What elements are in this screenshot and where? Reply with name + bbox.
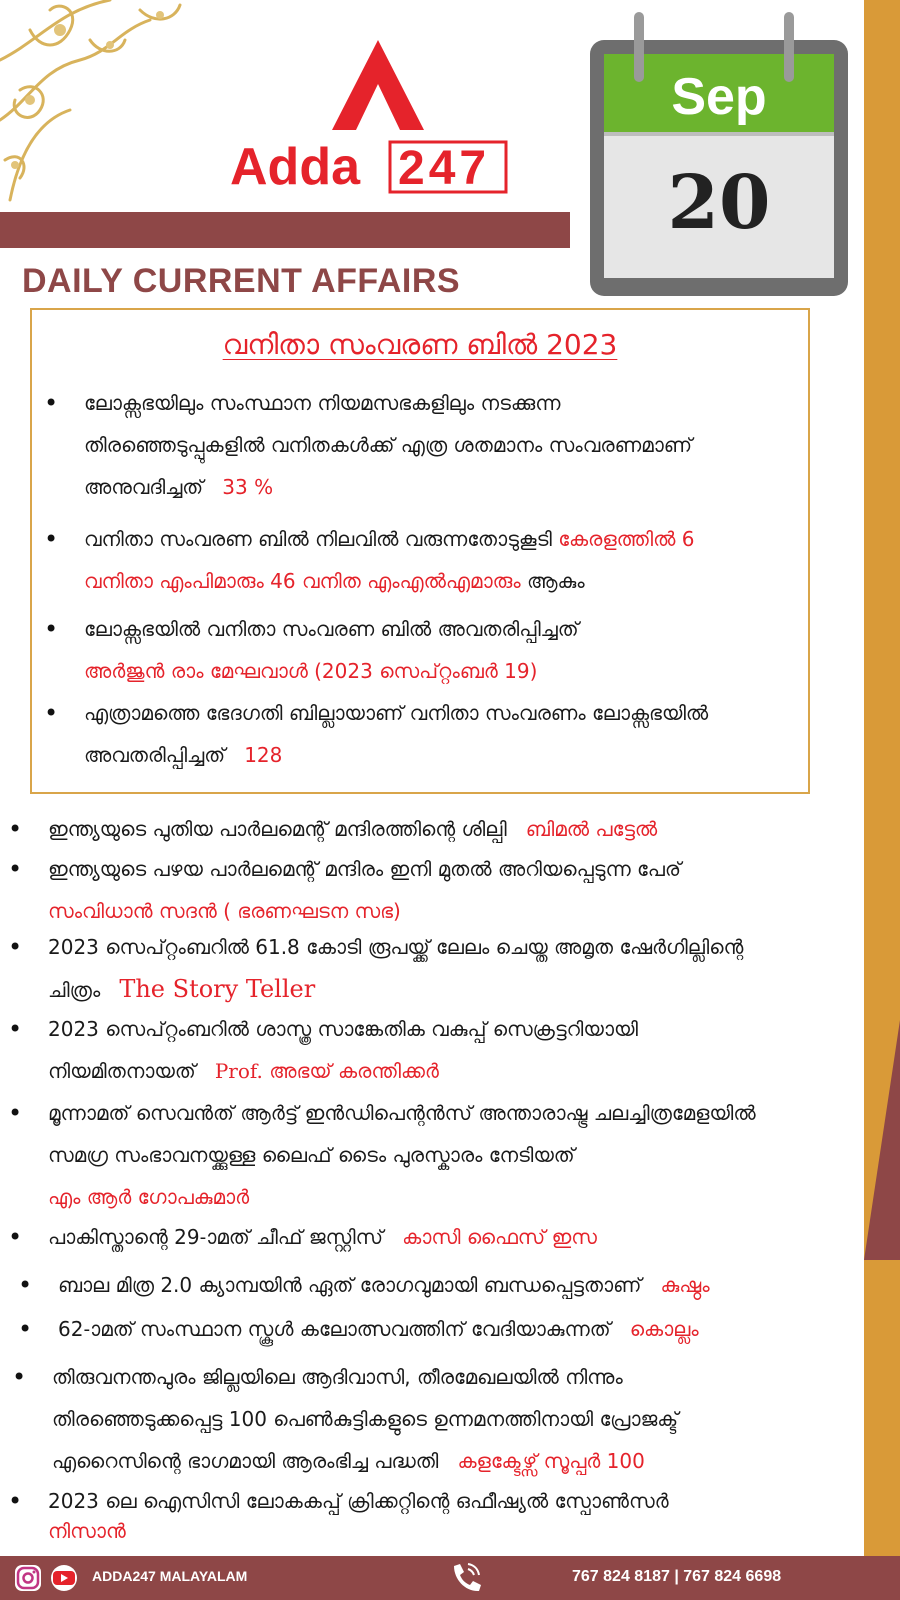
list-item: • ലോക്സഭയിലും സംസ്ഥാന നിയമസഭകളിലും നടക്കുന്ന തിരഞ്ഞെടുപ്പുകളിൽ വനിതകൾക്ക് എത്ര ശതമാനം സംവരണമാണ് അനുവദിച്ചത് 33 % [84,382,804,508]
answer: നിസാൻ [48,1519,126,1543]
list-item: • ഇന്ത്യയുടെ പഴയ പാർലമെന്റ് മന്ദിരം ഇനി മുതൽ അറിയപ്പെടുന്ന പേര് സംവിധാൻ സദൻ ( ഭരണഘടന സഭ) [48,848,868,932]
channel-name: ADDA247 MALAYALAM [92,1568,248,1584]
box-title: വനിതാ സംവരണ ബിൽ 2023 [222,328,618,361]
answer: കാസി ഫൈസ് ഇസ [402,1225,597,1249]
floral-ornament [0,0,210,210]
answer: കുഷ്ഠം [660,1273,710,1297]
answer: ബിമൽ പട്ടേൽ [525,817,658,841]
adda247-logo [228,38,528,198]
list-item: • പാകിസ്താന്റെ 29-ാമത് ചീഫ് ജസ്റ്റിസ് കാസി ഫൈസ് ഇസ [48,1216,868,1258]
page-title: DAILY CURRENT AFFAIRS [22,262,461,300]
list-item: • 2023 സെപ്റ്റംബറിൽ ശാസ്ത്ര സാങ്കേതിക വകുപ്പ് സെക്രട്ടറിയായി നിയമിതനായത് Prof. അഭയ് കരന്തിക്കർ [48,1008,868,1092]
contact-numbers: 767 824 8187 | 767 824 6698 [572,1568,782,1585]
list-item: • 2023 സെപ്റ്റംബറിൽ 61.8 കോടി രൂപയ്ക്ക് ലേലം ചെയ്ത അമൃത ഷേർഗില്ലിന്റെ ചിത്രം The Story Teller [48,926,868,1011]
list-item: • 62-ാമത് സംസ്ഥാന സ്കൂൾ കലോത്സവത്തിന് വേദിയാകുന്നത് കൊല്ലം [58,1308,878,1350]
answer: കളക്ടേഴ്സ് സൂപ്പർ 100 [457,1449,645,1473]
list-item: • ബാല മിത്ര 2.0 ക്യാമ്പയിൻ ഏത് രോഗവുമായി ബന്ധപ്പെട്ടതാണ് കുഷ്ഠം [58,1264,878,1306]
brand-banner [0,212,570,248]
answer: എം ആർ ഗോപകുമാർ [48,1185,250,1209]
svg-text:Sep: Sep [671,68,767,126]
answer: The Story Teller [119,975,316,1003]
list-item: • ഇന്ത്യയുടെ പുതിയ പാർലമെന്റ് മന്ദിരത്തിന്റെ ശില്പി ബിമൽ പട്ടേൽ [48,808,868,850]
list-item: • തിരുവനന്തപുരം ജില്ലയിലെ ആദിവാസി, തീരമേഖലയിൽ നിന്നും തിരഞ്ഞെടുക്കപ്പെട്ട 100 പെൺകുട്ടികളുടെ ഉന്നമനത്തിനായി പ്രോജക്ട് എറൈസിന്റെ ഭാഗമായി ആരംഭിച്ച പദ്ധതി കളക്ടേഴ്സ് സൂപ്പർ 100 [52,1356,872,1482]
youtube-icon[interactable] [51,1565,77,1591]
instagram-icon[interactable] [15,1565,41,1591]
list-item: • മൂന്നാമത് സെവൻത് ആർട്ട് ഇൻഡിപെന്റൻസ് അന്താരാഷ്ട്ര ചലച്ചിത്രമേളയിൽ സമഗ്ര സംഭാവനയ്ക്കുള്ള ലൈഫ് ടൈം പുരസ്കാരം നേടിയത് എം ആർ ഗോപകുമാർ [48,1092,868,1218]
phone-icon [446,1560,486,1596]
answer: സംവിധാൻ സദൻ ( ഭരണഘടന സഭ) [48,899,401,923]
list-item: • 2023 ലെ ഐസിസി ലോകകപ്പ് ക്രിക്കറ്റിന്റെ ഒഫീഷ്യൽ സ്പോൺസർ നിസാൻ [48,1486,868,1546]
answer: കേരളത്തിൽ 6 [558,527,695,551]
answer: 33 % [222,475,274,499]
answer: Prof. അഭയ് കരന്തിക്കർ [214,1059,439,1083]
calendar-icon [584,10,854,300]
answer: കൊല്ലം [629,1317,699,1341]
svg-text:247: 247 [398,142,491,195]
list-item: • എത്രാമത്തെ ഭേദഗതി ബില്ലായാണ് വനിതാ സംവരണം ലോക്സഭയിൽ അവതരിപ്പിച്ചത് 128 [84,692,804,776]
svg-text:20: 20 [667,160,771,246]
footer-bar [0,1556,900,1600]
answer: വനിതാ എംപിമാരും 46 വനിത എംഎൽഎമാരും [84,569,521,593]
social-icons [14,1564,88,1592]
answer: 128 [244,743,283,767]
list-item: • ലോക്സഭയിൽ വനിതാ സംവരണ ബിൽ അവതരിപ്പിച്ചത് അർജുൻ രാം മേഘവാൾ (2023 സെപ്റ്റംബർ 19) [84,608,804,692]
list-item: • വനിതാ സംവരണ ബിൽ നിലവിൽ വരുന്നതോടുകൂടി കേരളത്തിൽ 6 വനിതാ എംപിമാരും 46 വനിത എംഎൽഎമാരും ആകും [84,518,804,602]
answer: അർജുൻ രാം മേഘവാൾ (2023 സെപ്റ്റംബർ 19) [84,659,538,683]
svg-text:Adda: Adda [230,138,360,196]
